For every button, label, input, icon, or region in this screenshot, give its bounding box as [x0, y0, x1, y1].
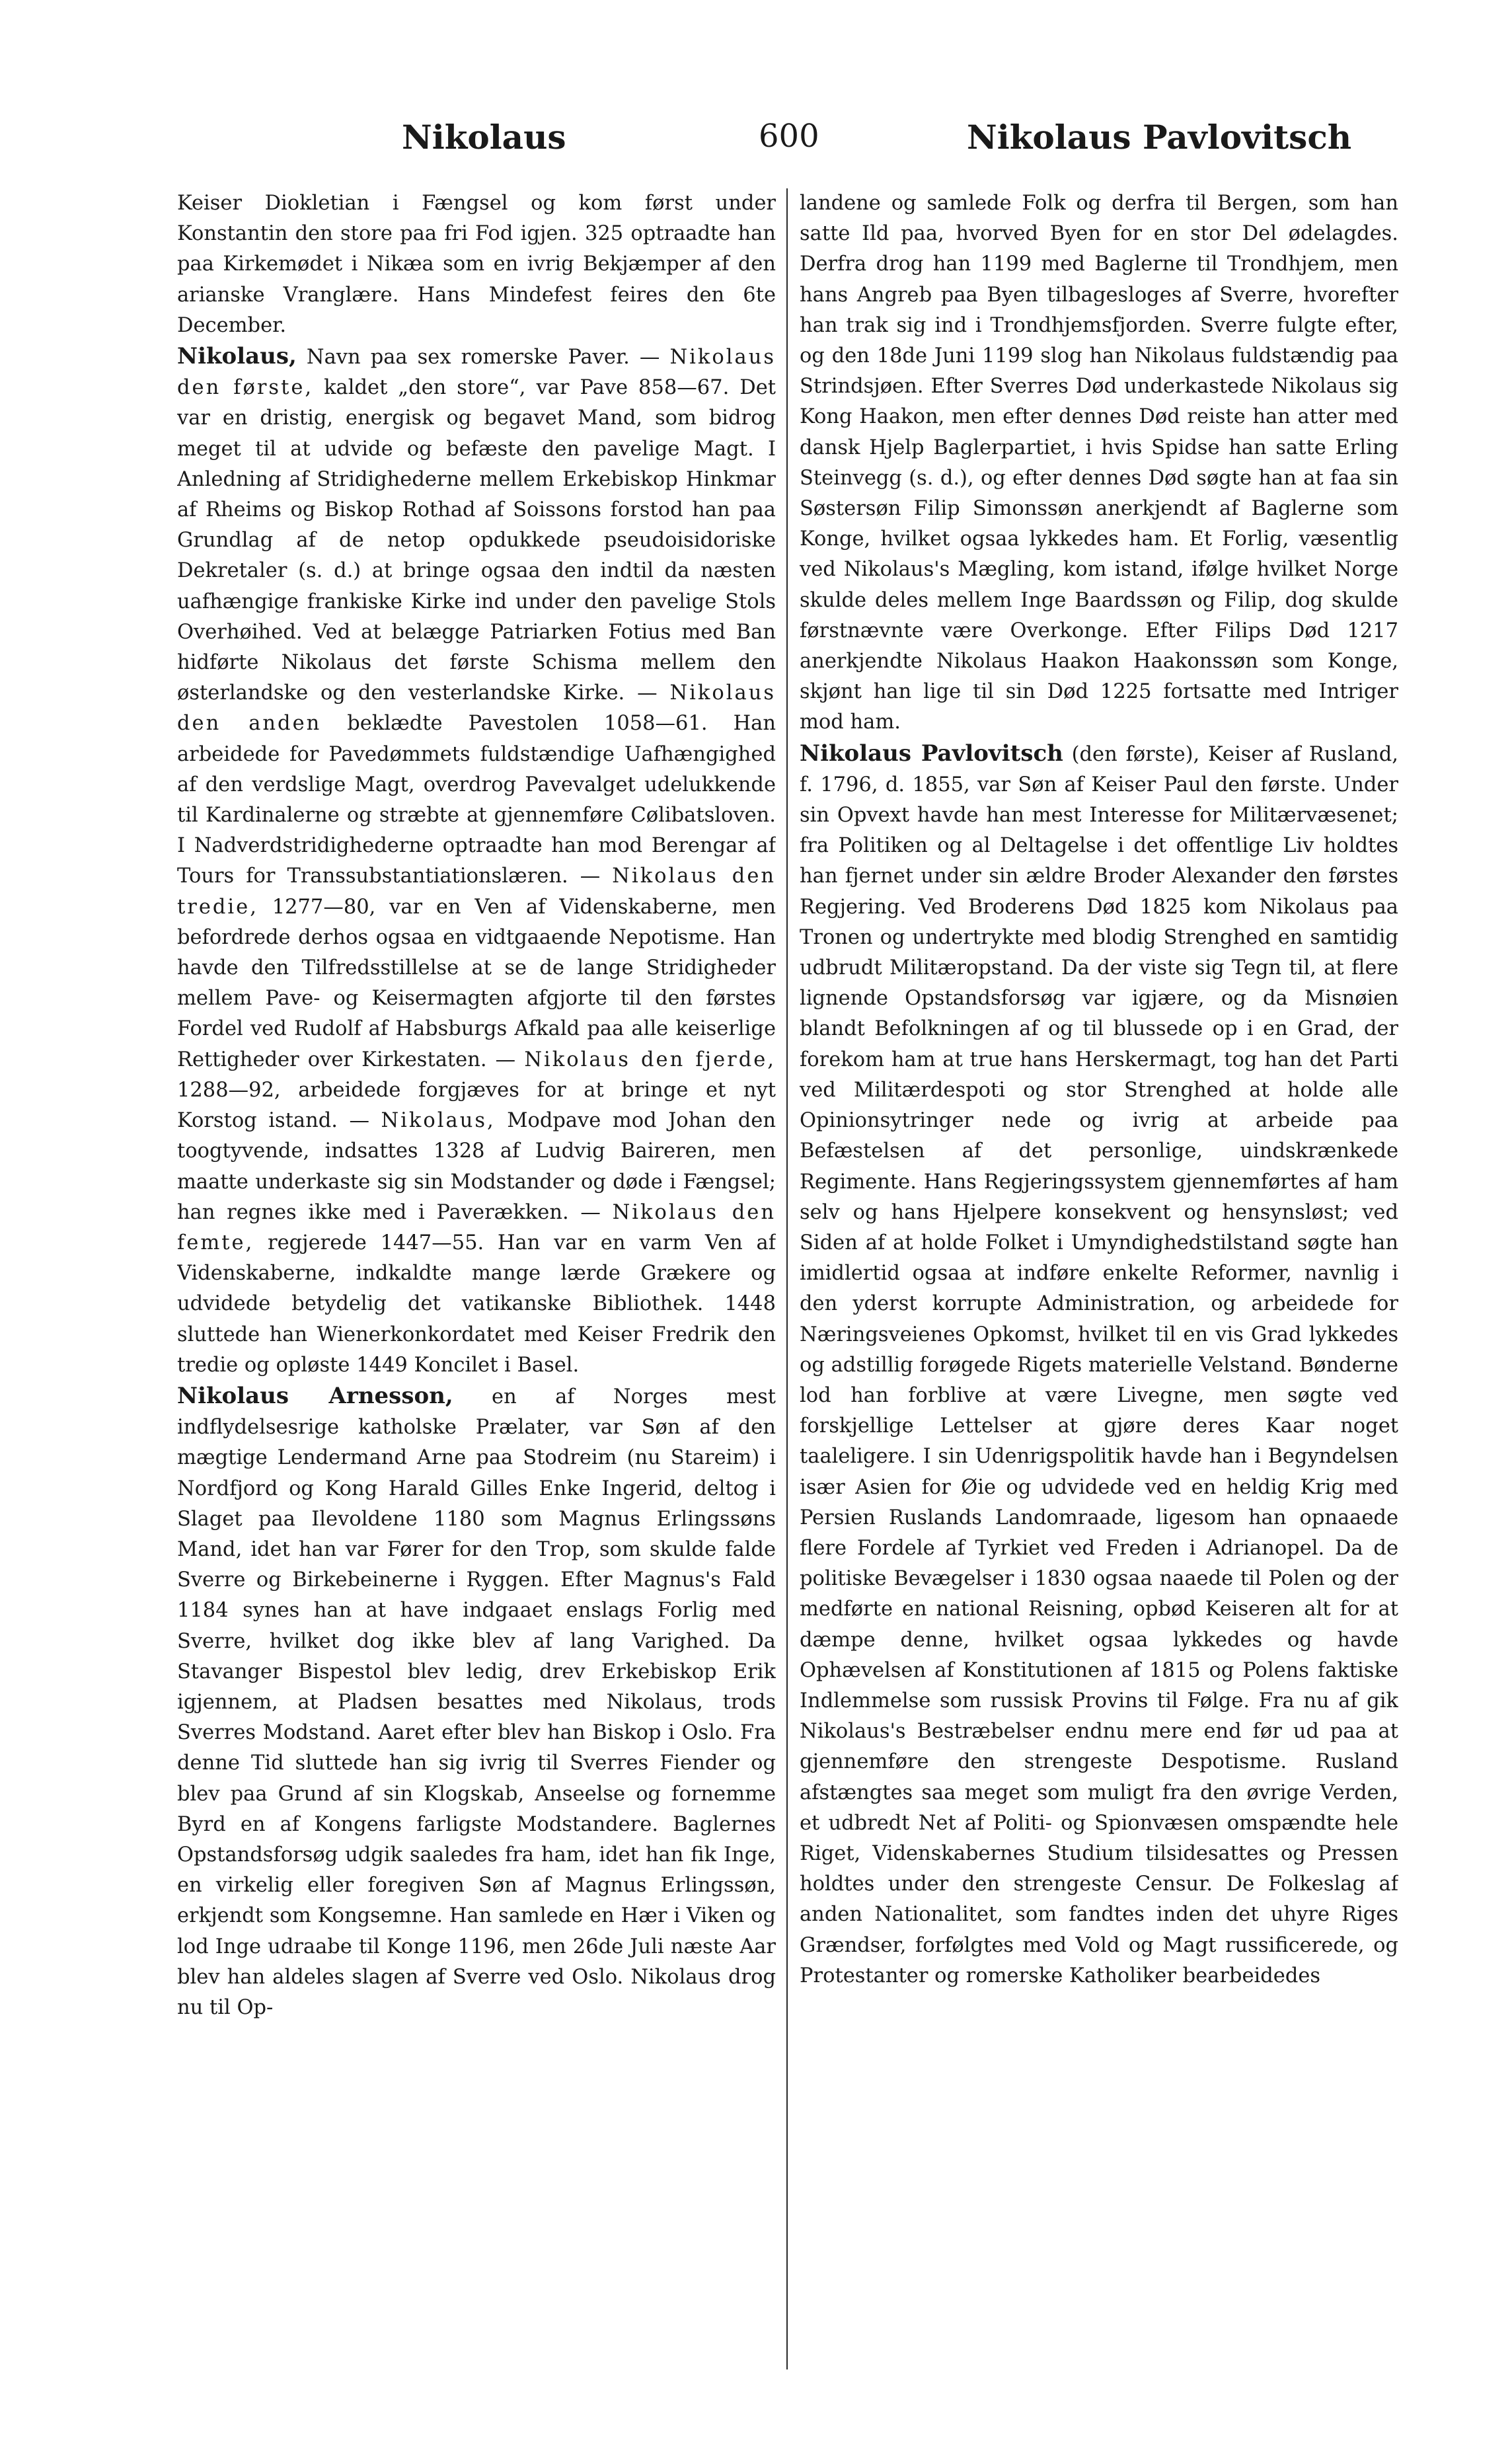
entry-nikolaus-arnesson: [177, 1381, 776, 2023]
sub-heading: Nikolaus den anden: [177, 681, 776, 736]
entry-text: (den første), Keiser af Rusland, f. 1796, d. 1855, var Søn af Keiser Paul den første. Under sin Opvext havde han mest Interesse for Militærvæsenet; fra Politiken og al Deltagelse i det offentlige Liv holdtes han fjernet under sin ældre Broder Alexander den førstes Regjering. Ved Broderens Død 1825 kom Nikolaus paa Tronen og undertrykte med blodig Strenghed en samtidig udbrudt Militæropstand. Da der viste sig Tegn til, at flere lignende Opstandsforsøg var igjære, og da Misnøien blandt Befolkningen af og til blussede op i en Grad, der forekom ham at true hans Herskermagt, tog han det Parti ved Militærdespoti og stor Strenghed at holde alle Opinionsytringer nede og ivrig at arbeide paa Befæstelsen af det personlige, uindskrænkede Regimente. Hans Regjeringssystem gjennemførtes af ham selv og hans Hjelpere konsekvent og hensynsløst; ved Siden af at holde Folket i Umyndighedstilstand søgte han imidlertid ogsaa at indføre enkelte Reformer, navnlig i den yderst korrupte Administration, og arbeidede for Næringsveienes Opkomst, hvilket til en vis Grad lykkedes og adstillig forøgede Rigets materielle Velstand. Bønderne lod han forblive at være Livegne, men søgte ved forskjellige Lettelser at gjøre deres Kaar noget taaleligere. I sin Udenrigspolitik havde han i Begyndelsen især Asien for Øie og udvidede ved en heldig Krig med Persien Ruslands Landomraade, ligesom han opnaaede flere Fordele af Tyrkiet ved Freden i Adrianopel. Da de politiske Bevægelser i 1830 ogsaa naaede til Polen og der medførte en national Reisning, opbød Keiseren alt for at dæmpe denne, hvilket ogsaa lykkedes og havde Ophævelsen af Konstitutionen af 1815 og Polens faktiske Indlemmelse som russisk Provins til Følge. Fra nu af gik Nikolaus's Bestræbelser endnu mere end før ud paa at gjennemføre den strengeste Despotisme. Rusland afstængtes saa meget som muligt fra den øvrige Verden, et udbredt Net af Politi- og Spionvæsen omspændte hele Riget, Videnskabernes Studium tilsidesattes og Pressen holdtes under den strengeste Censur. De Folkeslag af anden Nationalitet, som fandtes inden det uhyre Riges Grændser, forfølgtes med Vold og Magt russificerede, og Protestanter og romerske Katholiker bearbeidedes: [800, 742, 1398, 1987]
left-column: [177, 188, 776, 2376]
entry-text: Modpave mod Johan den toogtyvende, indsattes 1328 af Ludvig Baireren, men maatte underkaste sig sin Modstander og døde i Fængsel; han regnes ikke med i Paverækken. —: [177, 1109, 776, 1224]
entry-headword: Nikolaus Arnesson,: [177, 1382, 453, 1409]
header-left-title: Nikolaus: [402, 118, 566, 157]
entry-text: Keiser Diokletian i Fængsel og kom først under Konstantin den store paa fri Fod igjen. 325 optraadte han paa Kirkemødet i Nikæa som en ivrig Bekjæmper af den arianske Vranglære. Hans Mindefest feires den 6te December.: [177, 192, 776, 337]
right-column: [800, 188, 1398, 2376]
running-header: [177, 118, 1414, 171]
sub-heading: Nikolaus den fjerde,: [524, 1048, 776, 1071]
sub-heading: Nikolaus,: [381, 1109, 496, 1133]
entry-text: 1288—92, arbeidede forgjæves for at bringe et nyt Korstog istand. —: [177, 1078, 776, 1133]
entry-text: landene og samlede Folk og derfra til Bergen, som han satte Ild paa, hvorved Byen for en stor Del ødelagdes. Derfra drog han 1199 med Baglerne til Trondhjem, men hans Angreb paa Byen tilbagesloges af Sverre, hvorefter han trak sig ind i Trondhjemsfjorden. Sverre fulgte efter, og den 18de Juni 1199 slog han Nikolaus fuldstændig paa Strindsjøen. Efter Sverres Død underkastede Nikolaus sig Kong Haakon, men efter dennes Død reiste han atter med dansk Hjelp Baglerpartiet, i hvis Spidse han satte Erling Steinvegg (s. d.), og efter dennes Død søgte han at faa sin Søstersøn Filip Simonssøn anerkjendt af Baglerne som Konge, hvilket ogsaa lykkedes ham. Et Forlig, væsentlig ved Nikolaus's Mægling, kom istand, ifølge hvilket Norge skulde deles mellem Inge Baardssøn og Filip, dog skulde førstnævnte være Overkonge. Efter Filips Død 1217 anerkjendte Nikolaus Haakon Haakonssøn som Konge, skjønt han lige til sin Død 1225 fortsatte med Intriger mod ham.: [800, 192, 1398, 734]
column-divider: [786, 188, 788, 2369]
header-right-title: Nikolaus Pavlovitsch: [967, 118, 1352, 157]
sub-heading: Nikolaus den femte,: [177, 1200, 776, 1254]
entry-text: Navn paa sex romerske Paver. —: [296, 346, 670, 369]
page-number: 600: [759, 118, 819, 155]
entry-continuation-arnesson: [800, 188, 1398, 738]
sub-heading: Nikolaus den første,: [177, 346, 776, 400]
entry-headword: Nikolaus,: [177, 343, 297, 370]
entry-nikolaus-popes: [177, 341, 776, 1381]
entry-nikolaus-pavlovitsch: [800, 738, 1398, 1991]
entry-text: beklædte Pavestolen 1058—61. Han arbeidede for Pavedømmets fuldstændige Uafhængighed af den verdslige Magt, overdrog Pavevalget udelukkende til Kardinalerne og stræbte at gjennemføre Cølibatsloven. I Nadverdstridighederne optraadte han mod Berengar af Tours for Transsubstantiationslæren. —: [177, 712, 776, 888]
entry-text: kaldet „den store“, var Pave 858—67. Det var en dristig, energisk og begavet Mand, som bidrog meget til at udvide og befæste den pavelige Magt. I Anledning af Stridighederne mellem Erkebiskop Hinkmar af Rheims og Biskop Rothad af Soissons forstod han paa Grundlag af de netop opdukkede pseudoisidoriske Dekretaler (s. d.) at bringe ogsaa den indtil da næsten uafhængige frankiske Kirke ind under den pavelige Stols Overhøihed. Ved at belægge Patriarken Fotius med Ban hidførte Nikolaus det første Schisma mellem den østerlandske og den vesterlandske Kirke. —: [177, 376, 776, 705]
entry-continuation-nikolaus-saint: [177, 188, 776, 341]
entry-text: 1277—80, var en Ven af Videnskaberne, men befordrede derhos ogsaa en vidtgaaende Nepotisme. Han havde den Tilfredsstillelse at se de lange Stridigheder mellem Pave- og Keisermagten afgjorte til den førstes Fordel ved Rudolf af Habsburgs Afkald paa alle keiserlige Rettigheder over Kirkestaten. —: [177, 895, 776, 1071]
entry-text: regjerede 1447—55. Han var en varm Ven af Videnskaberne, indkaldte mange lærde Grækere og udvidede betydelig det vatikanske Bibliothek. 1448 sluttede han Wienerkonkordatet med Keiser Fredrik den tredie og opløste 1449 Koncilet i Basel.: [177, 1231, 776, 1377]
entry-headword: Nikolaus Pavlovitsch: [800, 740, 1063, 767]
sub-heading: Nikolaus den tredie,: [177, 865, 776, 919]
entry-text: en af Norges mest indflydelsesrige katholske Prælater, var Søn af den mægtige Lendermand Arne paa Stodreim (nu Stareim) i Nordfjord og Kong Harald Gilles Enke Ingerid, deltog i Slaget paa Ilevoldene 1180 som Magnus Erlingssøns Mand, idet han var Fører for den Trop, som skulde falde Sverre og Birkebeinerne i Ryggen. Efter Magnus's Fald 1184 synes han at have indgaaet enslags Forlig med Sverre, hvilket dog ikke blev af lang Varighed. Da Stavanger Bispestol blev ledig, drev Erkebiskop Erik igjennem, at Pladsen besattes med Nikolaus, trods Sverres Modstand. Aaret efter blev han Biskop i Oslo. Fra denne Tid sluttede han sig ivrig til Sverres Fiender og blev paa Grund af sin Klogskab, Anseelse og fornemme Byrd en af Kongens farligste Modstandere. Baglernes Opstandsforsøg udgik saaledes fra ham, idet han fik Inge, en virkelig eller foregiven Søn af Magnus Erlingssøn, erkjendt som Kongsemne. Han samlede en Hær i Viken og lod Inge udraabe til Konge 1196, men 26de Juli næste Aar blev han aldeles slagen af Sverre ved Oslo. Nikolaus drog nu til Op-: [177, 1385, 776, 2019]
